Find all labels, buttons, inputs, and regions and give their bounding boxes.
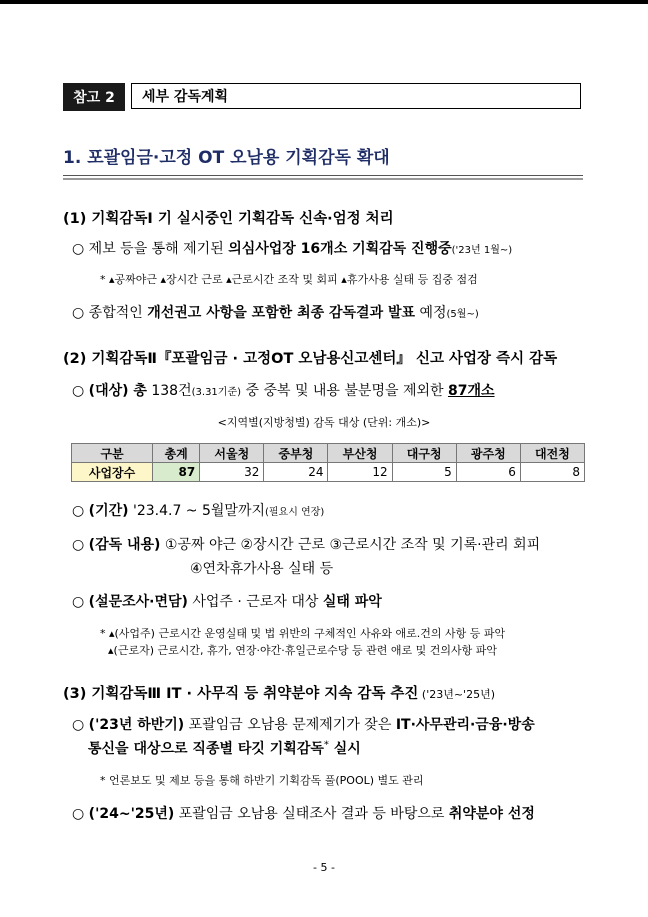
reference-header (63, 83, 583, 111)
text: 포괄임금 오남용 실태조사 결과 등 바탕으로 (174, 806, 449, 822)
reference-tag: 참고 2 (63, 83, 125, 111)
text: ①공짜 야근 ②장시간 근로 ③근로시간 조작 및 기록·관리 회피 (160, 537, 541, 553)
part1-bullet1-note: * ▴공짜야근 ▴장시간 근로 ▴근로시간 조작 및 회피 ▴휴가사용 실태 등 집중 점검 (100, 273, 478, 286)
note: (필요시 연장) (265, 507, 325, 518)
text: ○ (72, 717, 89, 733)
table-cell: 32 (200, 463, 264, 482)
note: ('23년 1월~) (451, 245, 513, 256)
text: ○ (72, 503, 89, 519)
part3-bullet1-line2 (88, 738, 361, 758)
heading-note: ('23년~'25년) (418, 688, 495, 701)
part2-bullet3 (72, 534, 540, 554)
emphasis: ('23년 하반기) (88, 717, 185, 733)
emphasis: 개선권고 사항을 포함한 최종 감독결과 발표 (147, 305, 416, 321)
top-rule (0, 0, 648, 4)
footnote-mark: * (323, 739, 329, 751)
heading-text: (3) 기획감독Ⅲ IT · 사무직 등 취약분야 지속 감독 추진 (63, 686, 419, 702)
region-table (71, 443, 585, 482)
section-underline (63, 175, 583, 176)
text: ○ 제보 등을 통해 제기된 (72, 241, 229, 257)
emphasis: (설문조사·면담) (88, 594, 188, 610)
part1-bullet2 (72, 302, 479, 322)
part2-heading: (2) 기획감독Ⅱ『포괄임금 · 고정OT 오남용신고센터』 신고 사업장 즉시 감독 (63, 351, 558, 367)
emphasis: ('24~'25년) (88, 806, 175, 822)
emphasis: (기간) (88, 503, 129, 519)
table-cell-total: 87 (153, 463, 200, 482)
table-header: 구분 (72, 444, 153, 463)
part2-bullet4 (72, 591, 382, 611)
emphasis: 의심사업장 16개소 기획감독 진행중 (228, 241, 452, 257)
part3-heading (63, 682, 495, 703)
table-row-label: 사업장수 (72, 463, 153, 482)
table-header: 총계 (153, 444, 200, 463)
table-header: 서울청 (200, 444, 264, 463)
table-header: 중부청 (264, 444, 328, 463)
emphasis: (감독 내용) (88, 537, 161, 553)
text: ○ 종합적인 (72, 305, 148, 321)
emphasis: IT·사무관리·금융·방송 (395, 717, 535, 733)
table-caption: <지역별(지방청별) 감독 대상 (단위: 개소)> (217, 416, 431, 429)
emphasis: (대상) 총 (88, 383, 147, 399)
text: ○ (72, 537, 89, 553)
part2-bullet3-line2: ④연차휴가사용 실태 등 (190, 561, 334, 577)
text: 포괄임금 오남용 문제제기가 잦은 (184, 717, 396, 733)
table-header: 부산청 (328, 444, 392, 463)
part2-bullet4-note1: * ▴(사업주) 근로시간 운영실태 및 법 위반의 구체적인 사유와 애로.건의 사항 등 파악 (100, 627, 506, 640)
emphasis: 취약분야 선정 (448, 806, 535, 822)
part2-bullet1 (72, 380, 495, 400)
part1-heading: (1) 기획감독Ⅰ 기 실시중인 기획감독 신속·엄정 처리 (63, 211, 394, 227)
table-cell: 8 (520, 463, 584, 482)
note: (5월~) (446, 309, 479, 320)
emphasis: 실시 (328, 741, 361, 757)
text: ○ (72, 383, 89, 399)
part2-bullet2 (72, 500, 324, 520)
emphasis: 87개소 (447, 383, 495, 399)
table-cell: 12 (328, 463, 392, 482)
part2-bullet4-note2: ▴(근로자) 근로시간, 휴가, 연장·야간·휴일근로수당 등 관련 애로 및 건의사항 파악 (108, 644, 497, 657)
table-cell: 5 (392, 463, 456, 482)
table-header: 대전청 (520, 444, 584, 463)
part1-bullet1 (72, 238, 512, 258)
text: ○ (72, 806, 89, 822)
section-underline-bar (63, 178, 583, 180)
page-number: - 5 - (313, 861, 335, 874)
table-cell: 6 (456, 463, 520, 482)
emphasis: 실태 파악 (322, 594, 382, 610)
table-header-row (72, 444, 585, 463)
text: ○ (72, 594, 89, 610)
text: 중 중복 및 내용 불분명을 제외한 (241, 383, 448, 399)
table-row (72, 463, 585, 482)
text: 사업주 · 근로자 대상 (187, 594, 323, 610)
table-header: 대구청 (392, 444, 456, 463)
text: 138건 (146, 383, 192, 399)
part3-bullet1 (72, 714, 535, 734)
part3-bullet2 (72, 803, 535, 823)
part3-bullet1-note: * 언론보도 및 제보 등을 통해 하반기 기획감독 풀(POOL) 별도 관리 (100, 774, 424, 787)
reference-title: 세부 감독계획 (131, 83, 581, 109)
note: (3.31기준) (191, 387, 242, 398)
table-header: 광주청 (456, 444, 520, 463)
text: 예정 (415, 305, 447, 321)
table-cell: 24 (264, 463, 328, 482)
emphasis: 통신을 대상으로 직종별 타깃 기획감독 (88, 741, 324, 757)
section-title: 1. 포괄임금·고정 OT 오남용 기획감독 확대 (63, 148, 390, 168)
text: '23.4.7 ~ 5월말까지 (128, 503, 265, 519)
